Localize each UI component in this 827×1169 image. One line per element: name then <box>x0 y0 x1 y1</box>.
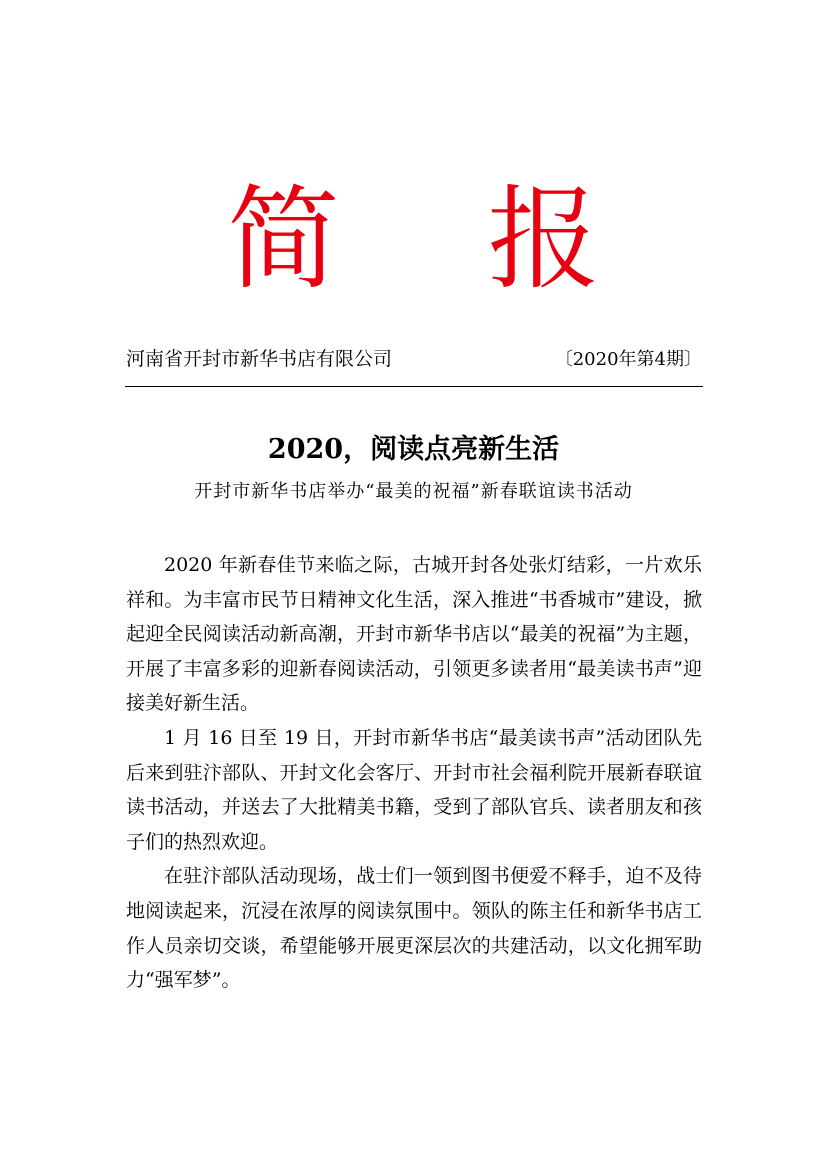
masthead <box>0 175 827 305</box>
paragraph: 2020 年新春佳节来临之际，古城开封各处张灯结彩，一片欢乐祥和。为丰富市民节日精神文化生活，深入推进“书香城市”建设，掀起迎全民阅读活动新高潮，开封市新华书店以“最美的祝福”为主题，开展了丰富多彩的迎新春阅读活动，引领更多读者用“最美读书声”迎接美好新生活。 <box>126 554 702 715</box>
masthead-char-1: 简 <box>227 175 340 305</box>
publisher-name: 河南省开封市新华书店有限公司 <box>126 348 393 370</box>
header-divider <box>125 386 703 387</box>
issue-line <box>126 345 702 374</box>
article-title: 2020，阅读点亮新生活 <box>267 434 560 465</box>
issue-number: 〔2020年第4期〕 <box>554 349 702 370</box>
paragraph: 在驻汴部队活动现场，战士们一领到图书便爱不释手，迫不及待地阅读起来，沉浸在浓厚的阅读氛围中。领队的陈主任和新华书店工作人员亲切交谈，希望能够开展更深层次的共建活动，以文化拥军助力“强军梦”。 <box>126 865 702 992</box>
article-body <box>126 548 702 998</box>
masthead-char-2: 报 <box>487 175 600 305</box>
paragraph: 1 月 16 日至 19 日，开封市新华书店“最美读书声”活动团队先后来到驻汴部队、开封文化会客厅、开封市社会福利院开展新春联谊读书活动，并送去了大批精美书籍，受到了部队官兵、读者朋友和孩子们的热烈欢迎。 <box>126 726 702 853</box>
article-subtitle: 开封市新华书店举办“最美的祝福”新春联谊读书活动 <box>194 481 633 502</box>
